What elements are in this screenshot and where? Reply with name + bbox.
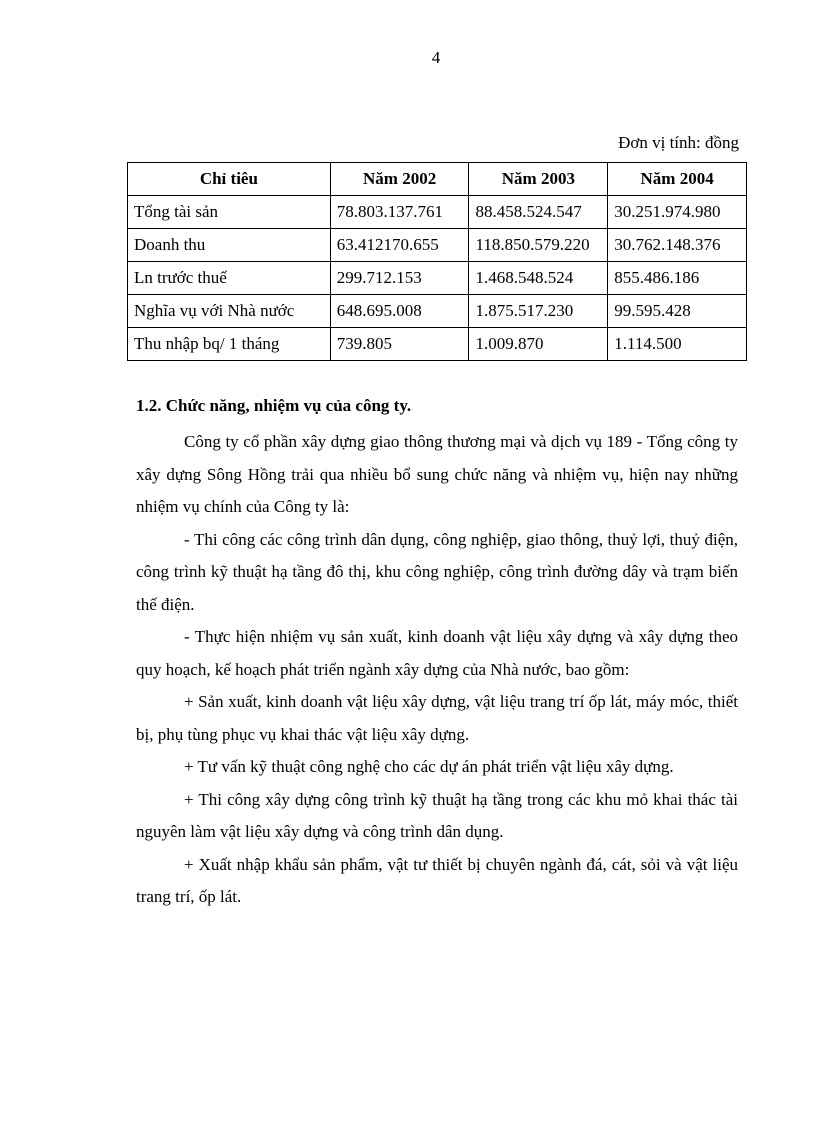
cell-2004: 99.595.428 [608, 295, 747, 328]
cell-2002: 78.803.137.761 [330, 196, 469, 229]
cell-2004: 855.486.186 [608, 262, 747, 295]
cell-2003: 1.468.548.524 [469, 262, 608, 295]
paragraph-subtask-consulting: + Tư vấn kỹ thuật công nghệ cho các dự án phát triển vật liệu xây dựng. [184, 757, 674, 776]
unit-note: Đơn vị tính: đồng [618, 133, 739, 152]
header-year-2004: Năm 2004 [608, 163, 747, 196]
page-number: 4 [431, 48, 441, 67]
table-row [128, 229, 747, 262]
header-year-2002: Năm 2002 [330, 163, 469, 196]
row-label: Doanh thu [128, 229, 331, 262]
cell-2004: 1.114.500 [608, 328, 747, 361]
cell-2003: 88.458.524.547 [469, 196, 608, 229]
cell-2004: 30.762.148.376 [608, 229, 747, 262]
cell-2002: 648.695.008 [330, 295, 469, 328]
row-label: Thu nhập bq/ 1 tháng [128, 328, 331, 361]
section-heading: 1.2. Chức năng, nhiệm vụ của công ty. [136, 396, 412, 415]
table-row [128, 295, 747, 328]
header-indicator: Chỉ tiêu [128, 163, 331, 196]
table-row [128, 196, 747, 229]
paragraph-intro: Công ty cổ phần xây dựng giao thông thương mại và dịch vụ 189 - Tổng công ty xây dựng Sông Hồng trải qua nhiều bổ sung chức năng và nhiệm vụ, hiện nay những nhiệm vụ chính của Công ty là: [136, 432, 738, 516]
row-label: Nghĩa vụ với Nhà nước [128, 295, 331, 328]
table-header-row [128, 163, 747, 196]
cell-2003: 118.850.579.220 [469, 229, 608, 262]
cell-2002: 63.412170.655 [330, 229, 469, 262]
table-row [128, 328, 747, 361]
table-row [128, 262, 747, 295]
row-label: Ln trước thuế [128, 262, 331, 295]
header-year-2003: Năm 2003 [469, 163, 608, 196]
cell-2004: 30.251.974.980 [608, 196, 747, 229]
paragraph-task-construction: - Thi công các công trình dân dụng, công nghiệp, giao thông, thuỷ lợi, thuỷ điện, công trình kỹ thuật hạ tầng đô thị, khu công nghiệp, công trình đường dây và trạm biến thế điện. [136, 529, 738, 614]
cell-2002: 299.712.153 [330, 262, 469, 295]
paragraph-subtask-production: + Sản xuất, kinh doanh vật liệu xây dựng, vật liệu trang trí ốp lát, máy móc, thiết bị, phụ tùng phục vụ khai thác vật liệu xây dựng. [136, 692, 738, 744]
row-label: Tổng tài sản [128, 196, 331, 229]
paragraph-task-materials: - Thực hiện nhiệm vụ sản xuất, kinh doanh vật liệu xây dựng và xây dựng theo quy hoạch, kế hoạch phát triển ngành xây dựng của Nhà nước, bao gồm: [136, 627, 738, 679]
section-body [136, 426, 738, 914]
cell-2003: 1.875.517.230 [469, 295, 608, 328]
cell-2002: 739.805 [330, 328, 469, 361]
paragraph-subtask-import-export: + Xuất nhập khẩu sản phẩm, vật tư thiết bị chuyên ngành đá, cát, sỏi và vật liệu trang trí, ốp lát. [136, 854, 738, 906]
paragraph-subtask-infrastructure: + Thi công xây dựng công trình kỹ thuật hạ tầng trong các khu mỏ khai thác tài nguyên làm vật liệu xây dựng và công trình dân dụng. [136, 789, 738, 841]
financial-table [127, 162, 747, 361]
cell-2003: 1.009.870 [469, 328, 608, 361]
